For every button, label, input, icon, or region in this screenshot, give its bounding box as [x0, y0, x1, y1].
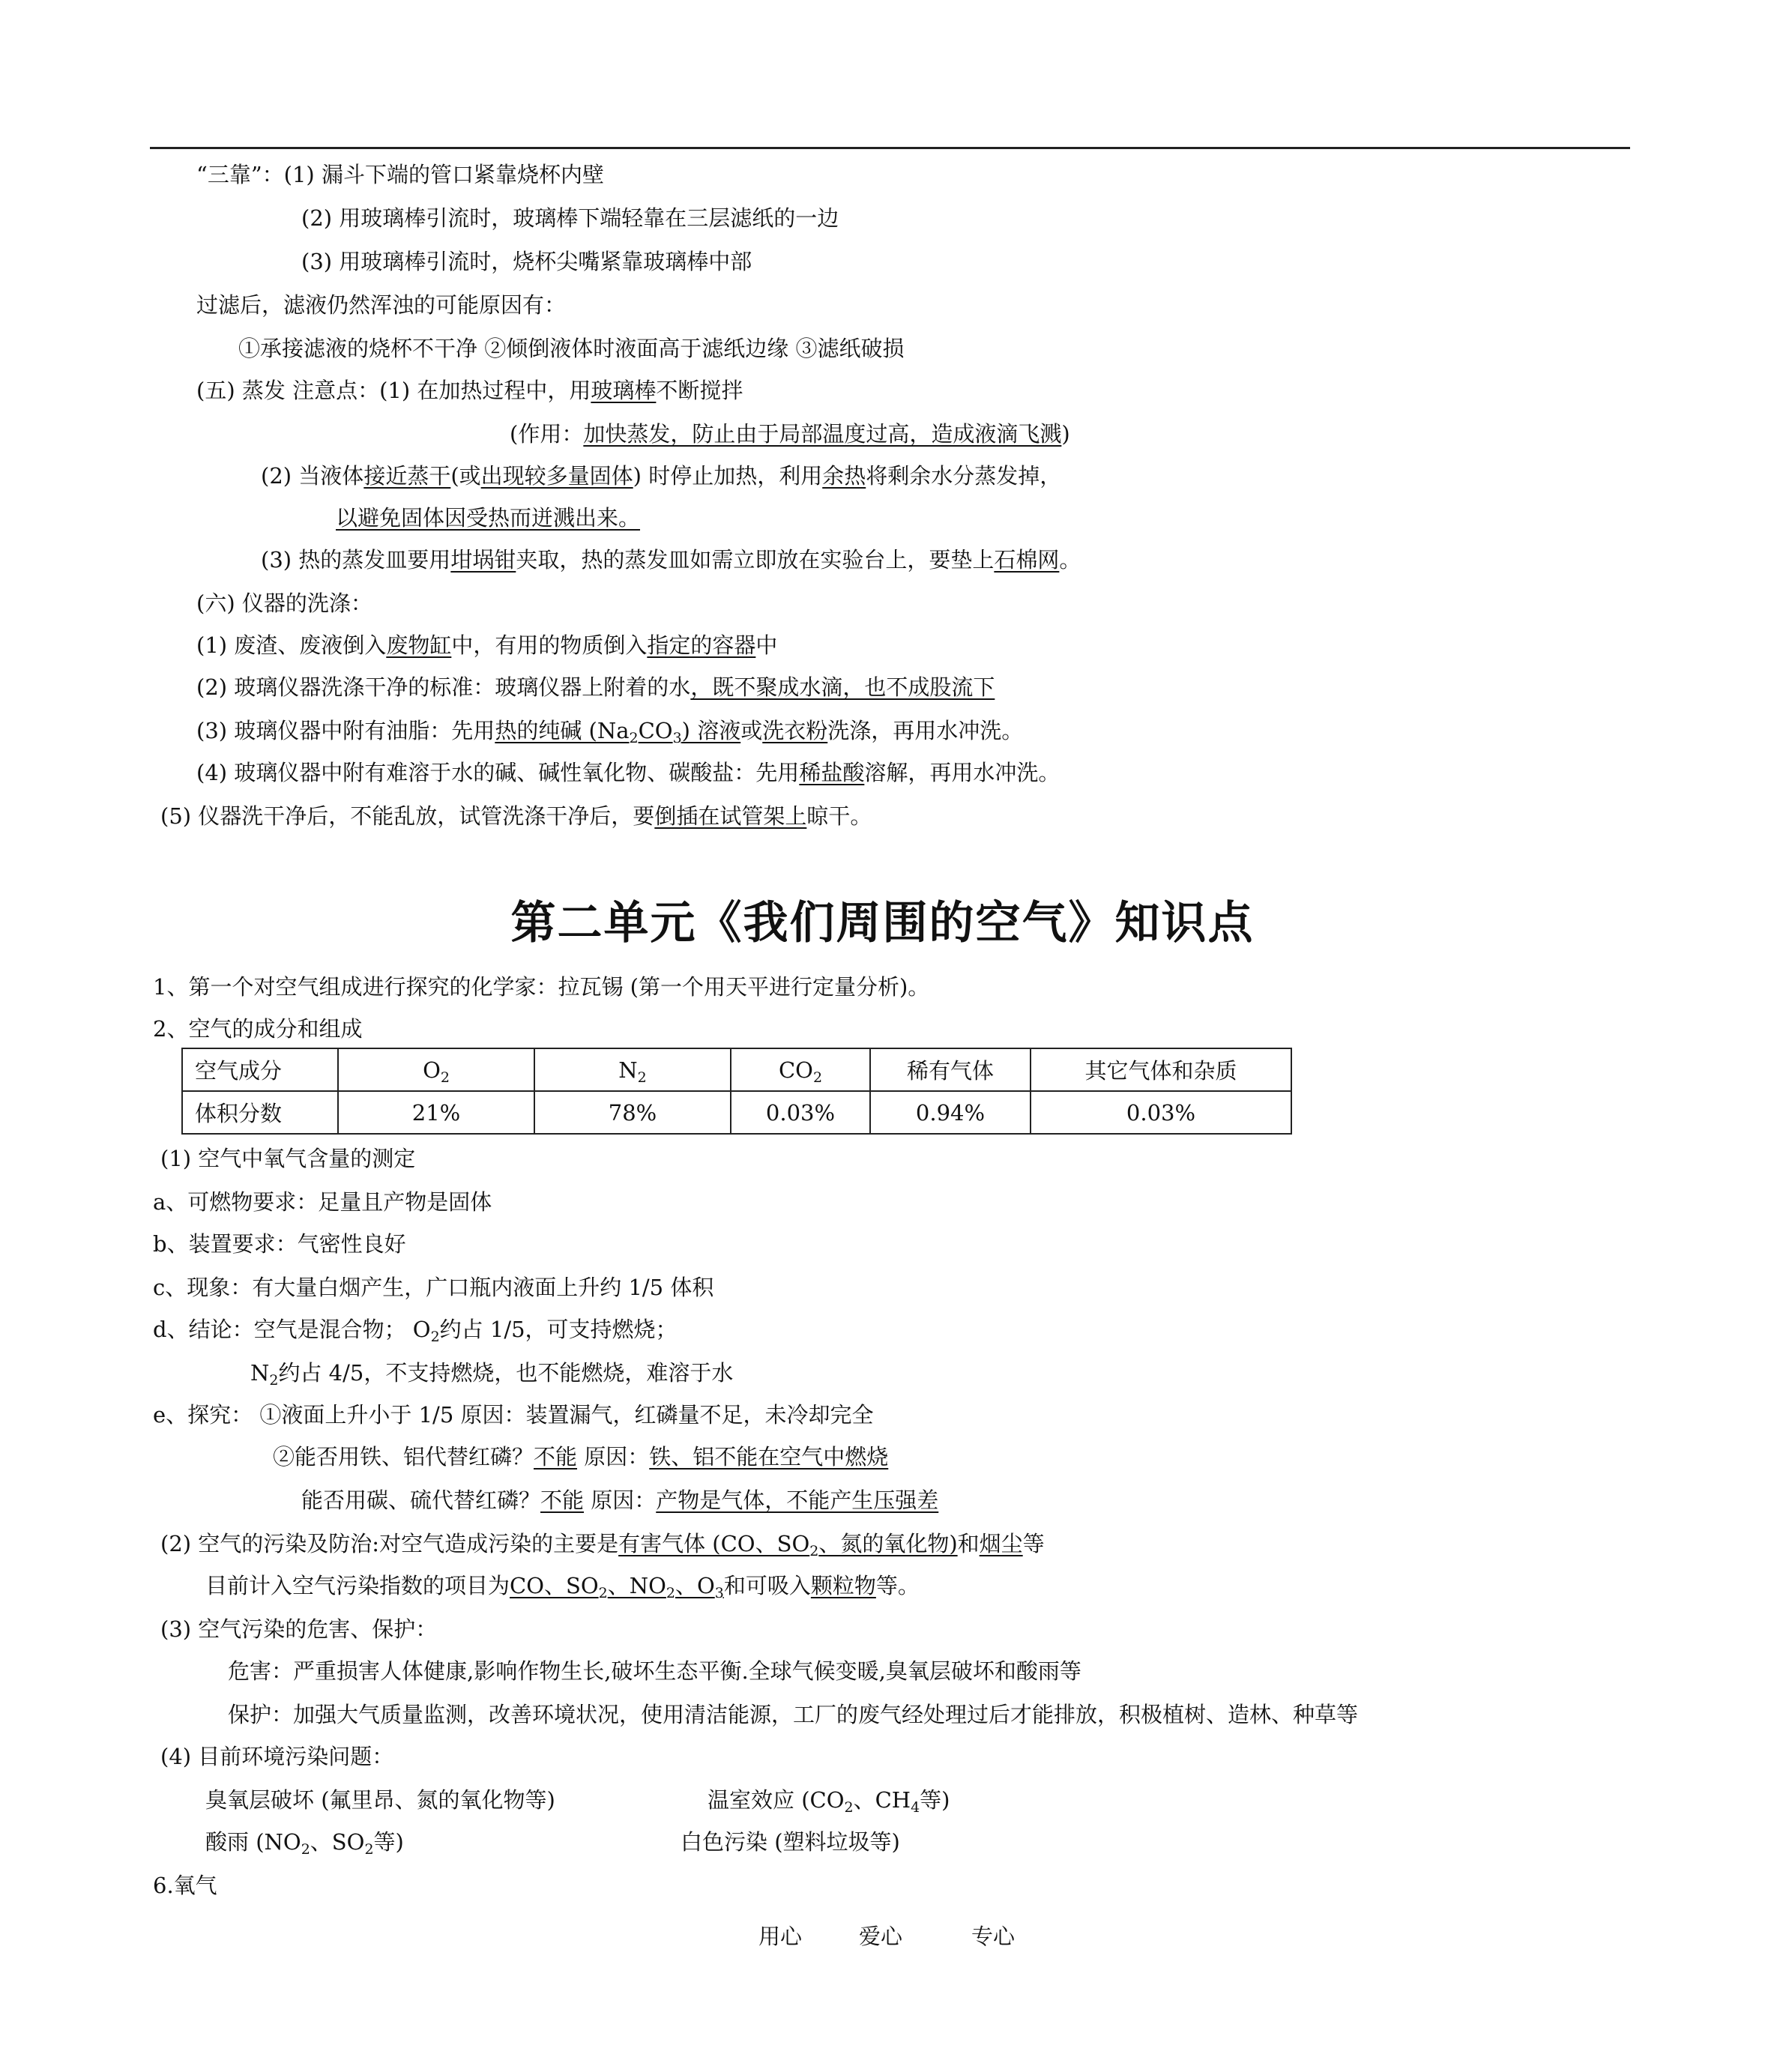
evap-point-1: (五) 蒸发 注意点：(1) 在加热过程中，用玻璃棒不断搅拌	[196, 378, 743, 403]
wash-item-4: (4) 玻璃仪器中附有难溶于水的碱、碱性氧化物、碳酸盐：先用稀盐酸溶解，再用水冲洗。	[196, 760, 1060, 785]
harm-protect-heading: (3) 空气污染的危害、保护：	[160, 1616, 438, 1642]
wash-item-2: (2) 玻璃仪器洗涤干净的标准：玻璃仪器上附着的水，既不聚成水滴，也不成股流下	[196, 674, 995, 700]
table-row	[182, 1048, 1291, 1091]
oxygen-measure-e3: 能否用碳、硫代替红磷？不能 原因：产物是气体，不能产生压强差	[301, 1487, 939, 1513]
filter-turbid-intro: 过滤后，滤液仍然浑浊的可能原因有：	[196, 292, 567, 318]
footer-text-2: 爱心	[859, 1924, 903, 1949]
air-item-2: 2、空气的成分和组成	[153, 1016, 363, 1042]
evap-point-2-cont: 以避免固体因受热而迸溅出来。	[336, 505, 641, 531]
pollution-index: 目前计入空气污染指数的项目为CO、$SO_2$、$NO_2$、$O_3$和可吸入颗粒物等。	[205, 1573, 920, 1601]
air-composition-table	[181, 1048, 1292, 1135]
table-cell: 其它气体和杂质	[1031, 1048, 1291, 1091]
filter-lean-3: (3) 用玻璃棒引流时，烧杯尖嘴紧靠玻璃棒中部	[301, 249, 752, 274]
table-cell: 稀有气体	[870, 1048, 1031, 1091]
oxygen-measure-d-cont: $N_2$约占 4/5，不支持燃烧，也不能燃烧，难溶于水	[250, 1360, 734, 1389]
env-issue-acid-rain: 酸雨 ($NO_2$、$SO_2$等)	[205, 1829, 404, 1858]
evap-point-2: (2) 当液体接近蒸干(或出现较多量固体) 时停止加热，利用余热将剩余水分蒸发掉，	[261, 463, 1062, 489]
wash-item-5: (5) 仪器洗干净后，不能乱放，试管洗涤干净后，要倒插在试管架上晾干。	[160, 803, 872, 829]
table-cell: $O_2$	[338, 1048, 534, 1091]
footer-text-1: 用心	[758, 1924, 803, 1949]
filter-three-lean: “三靠”：(1) 漏斗下端的管口紧靠烧杯内壁	[196, 162, 604, 187]
table-cell: 78%	[534, 1091, 731, 1134]
footer-text-3: 专心	[971, 1924, 1016, 1949]
protect-text: 保护：加强大气质量监测，改善环境状况，使用清洁能源，工厂的废气经处理过后才能排放，积极植树、造林、种草等	[228, 1702, 1359, 1727]
wash-item-1: (1) 废渣、废液倒入废物缸中，有用的物质倒入指定的容器中	[196, 632, 778, 658]
oxygen-measure-a: a、可燃物要求：足量且产物是固体	[153, 1189, 492, 1215]
filter-lean-2: (2) 用玻璃棒引流时，玻璃棒下端轻靠在三层滤纸的一边	[301, 205, 839, 231]
env-issue-white-pollution: 白色污染 (塑料垃圾等)	[681, 1829, 900, 1855]
env-issue-greenhouse: 温室效应 ($CO_2$、$CH_4$等)	[707, 1787, 950, 1816]
table-cell: 21%	[338, 1091, 534, 1134]
table-cell: $N_2$	[534, 1048, 731, 1091]
oxygen-measure-d: d、结论：空气是混合物； $O_2$约占 1/5，可支持燃烧；	[153, 1317, 678, 1345]
table-cell: 0.94%	[870, 1091, 1031, 1134]
oxygen-measure-b: b、装置要求：气密性良好	[153, 1231, 406, 1257]
oxygen-measure-heading: (1) 空气中氧气含量的测定	[160, 1146, 416, 1171]
unit-title: 第二单元《我们周围的空气》知识点	[510, 897, 1255, 949]
table-row	[182, 1091, 1291, 1134]
env-issues-heading: (4) 目前环境污染问题：	[160, 1744, 394, 1769]
table-cell: 0.03%	[1031, 1091, 1291, 1134]
table-cell: 空气成分	[182, 1048, 338, 1091]
table-cell: 体积分数	[182, 1091, 338, 1134]
oxygen-measure-e2: ②能否用铁、铝代替红磷？不能 原因：铁、铝不能在空气中燃烧	[273, 1444, 889, 1470]
air-item-1: 1、第一个对空气组成进行探究的化学家：拉瓦锡 (第一个用天平进行定量分析)。	[153, 974, 930, 1000]
wash-heading: (六) 仪器的洗涤：	[196, 591, 372, 616]
evap-point-3: (3) 热的蒸发皿要用坩埚钳夹取，热的蒸发皿如需立即放在实验台上，要垫上石棉网。	[261, 547, 1081, 573]
header-rule	[150, 147, 1630, 149]
oxygen-heading: 6.氧气	[153, 1873, 217, 1898]
wash-item-3: (3) 玻璃仪器中附有油脂：先用热的纯碱 $(Na_2CO_3)$ 溶液或洗衣粉洗涤，再用水冲洗。	[196, 718, 1024, 746]
filter-turbid-reasons: ①承接滤液的烧杯不干净 ②倾倒液体时液面高于滤纸边缘 ③滤纸破损	[238, 336, 905, 361]
table-cell: $CO_2$	[731, 1048, 870, 1091]
table-cell: 0.03%	[731, 1091, 870, 1134]
oxygen-measure-e1: e、探究： ①液面上升小于 1/5 原因：装置漏气，红磷量不足，未冷却完全	[153, 1402, 874, 1428]
pollution-heading: (2) 空气的污染及防治:对空气造成污染的主要是有害气体 (CO、$SO_2$、氮的氧化物)和烟尘等	[160, 1531, 1045, 1559]
oxygen-measure-c: c、现象：有大量白烟产生，广口瓶内液面上升约 1/5 体积	[153, 1275, 714, 1300]
env-issue-ozone: 臭氧层破坏 (氟里昂、氮的氧化物等)	[205, 1787, 555, 1813]
evap-role: (作用：加快蒸发，防止由于局部温度过高，造成液滴飞溅)	[510, 421, 1070, 447]
harm-text: 危害：严重损害人体健康,影响作物生长,破坏生态平衡.全球气候变暖,臭氧层破坏和酸雨等	[228, 1658, 1081, 1684]
